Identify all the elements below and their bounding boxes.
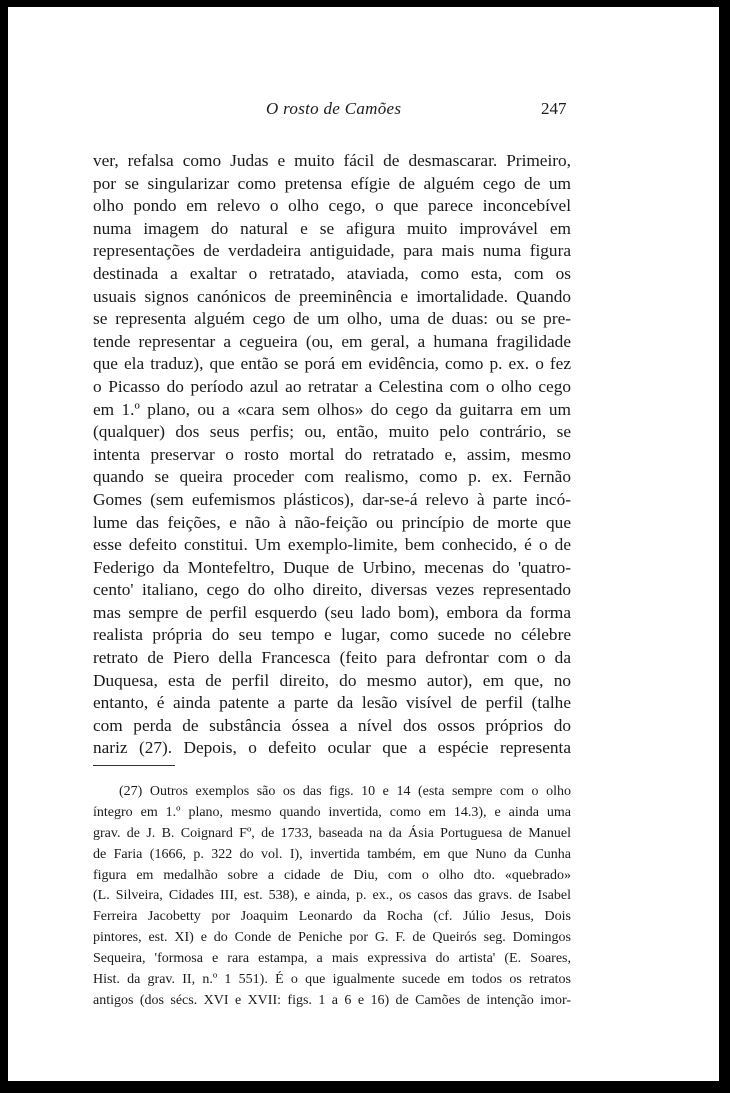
body-line: tende representar a cegueira (ou, em geral, a humana fragilidade [93, 331, 571, 351]
body-line: retrato de Piero della Francesca (feito para defrontar com o da [93, 648, 571, 668]
body-line: destinada a exaltar o retratado, ataviada, como esta, com os [93, 263, 571, 283]
body-line: realista própria do seu tempo e lugar, como sucede no célebre [93, 625, 571, 645]
footnote-line: figura em medalhão sobre a cidade de Diu, com o olho dto. «quebrado» [93, 867, 571, 883]
body-line: em 1.º plano, ou a «cara sem olhos» do cego da guitarra em um [93, 399, 571, 419]
body-line: Federigo da Montefeltro, Duque de Urbino, mecenas do 'quatro- [93, 557, 571, 577]
footnote-line: Ferreira Jacobetty por Joaquim Leonardo da Rocha (cf. Júlio Jesus, Dois [93, 909, 571, 925]
running-title: O rosto de Camões [266, 99, 402, 118]
body-line: Duquesa, esta de perfil direito, do mesmo autor), em que, no [93, 670, 571, 690]
footnote-line: antigos (dos sécs. XVI e XVII: figs. 1 a 6 e 16) de Camões de intenção imor- [93, 992, 571, 1008]
body-line: olho pondo em relevo o olho cego, o que parece inconcebível [93, 196, 571, 216]
body-line: esse defeito constitui. Um exemplo-limite, bem conhecido, é o de [93, 535, 571, 555]
body-line: mas sempre de perfil esquerdo (seu lado bom), embora da forma [93, 602, 571, 622]
footnote-line: de Faria (1666, p. 322 do vol. I), invertida também, em que Nuno da Cunha [93, 846, 571, 862]
body-line: lume das feições, e não à não-feição ou princípio de morte que [93, 512, 571, 532]
footnote-line: (L. Silveira, Cidades III, est. 538), e ainda, p. ex., os casos das gravs. de Isabel [93, 888, 571, 904]
footnotes [93, 782, 571, 1012]
body-line: por se singularizar como pretensa efígie de alguém cego de um [93, 173, 571, 193]
body-line: quando se queira proceder com realismo, como p. ex. Fernão [93, 467, 571, 487]
footnote-separator [93, 765, 175, 766]
body-line: ver, refalsa como Judas e muito fácil de desmascarar. Primeiro, [93, 151, 571, 170]
body-line: nariz (27). Depois, o defeito ocular que a espécie representa [93, 738, 571, 758]
page-header [8, 99, 719, 121]
footnote-line: (27) Outros exemplos são os das figs. 10 e 14 (esta sempre com o olho [119, 784, 571, 799]
body-line: numa imagem do natural e se afigura muito improvável em [93, 218, 571, 238]
body-line: cento' italiano, cego do olho direito, diversas vezes representado [93, 580, 571, 600]
book-page [8, 7, 719, 1081]
body-line: entanto, é ainda patente a parte da lesão visível de perfil (talhe [93, 693, 571, 713]
body-line: o Picasso do período azul ao retratar a Celestina com o olho cego [93, 376, 571, 396]
body-line: com perda de substância óssea a nível dos ossos próprios do [93, 715, 571, 735]
body-line: que ela traduz), que então se porá em evidência, como p. ex. o fez [93, 354, 571, 374]
body-line: usuais signos canónicos de preeminência e imortalidade. Quando [93, 286, 571, 306]
footnote-line: íntegro em 1.º plano, mesmo quando invertida, como em 14.3), e ainda uma [93, 804, 571, 820]
footnote-line: grav. de J. B. Coignard Fº, de 1733, baseada na da Ásia Portuguesa de Manuel [93, 825, 571, 841]
footnote-line: pintores, est. XI) e do Conde de Peniche por G. F. de Queirós seg. Domingos [93, 930, 571, 946]
body-line: se representa alguém cego de um olho, uma de duas: ou se pre- [93, 309, 571, 329]
page-number: 247 [541, 99, 567, 118]
body-line: (qualquer) dos seus perfis; ou, então, muito pelo contrário, se [93, 422, 571, 442]
body-line: Gomes (sem eufemismos plásticos), dar-se-á relevo à parte incó- [93, 489, 571, 509]
footnote-line: Hist. da grav. II, n.º 1 551). É o que igualmente sucede em todos os retratos [93, 972, 571, 988]
body-text [93, 150, 571, 760]
body-line: representações de verdadeira antiguidade, para mais numa figura [93, 241, 571, 261]
footnote-line: Sequeira, 'formosa e rara estampa, a mais expressiva do artista' (E. Soares, [93, 951, 571, 967]
body-line: intenta preservar o rosto mortal do retratado e, assim, mesmo [93, 444, 571, 464]
